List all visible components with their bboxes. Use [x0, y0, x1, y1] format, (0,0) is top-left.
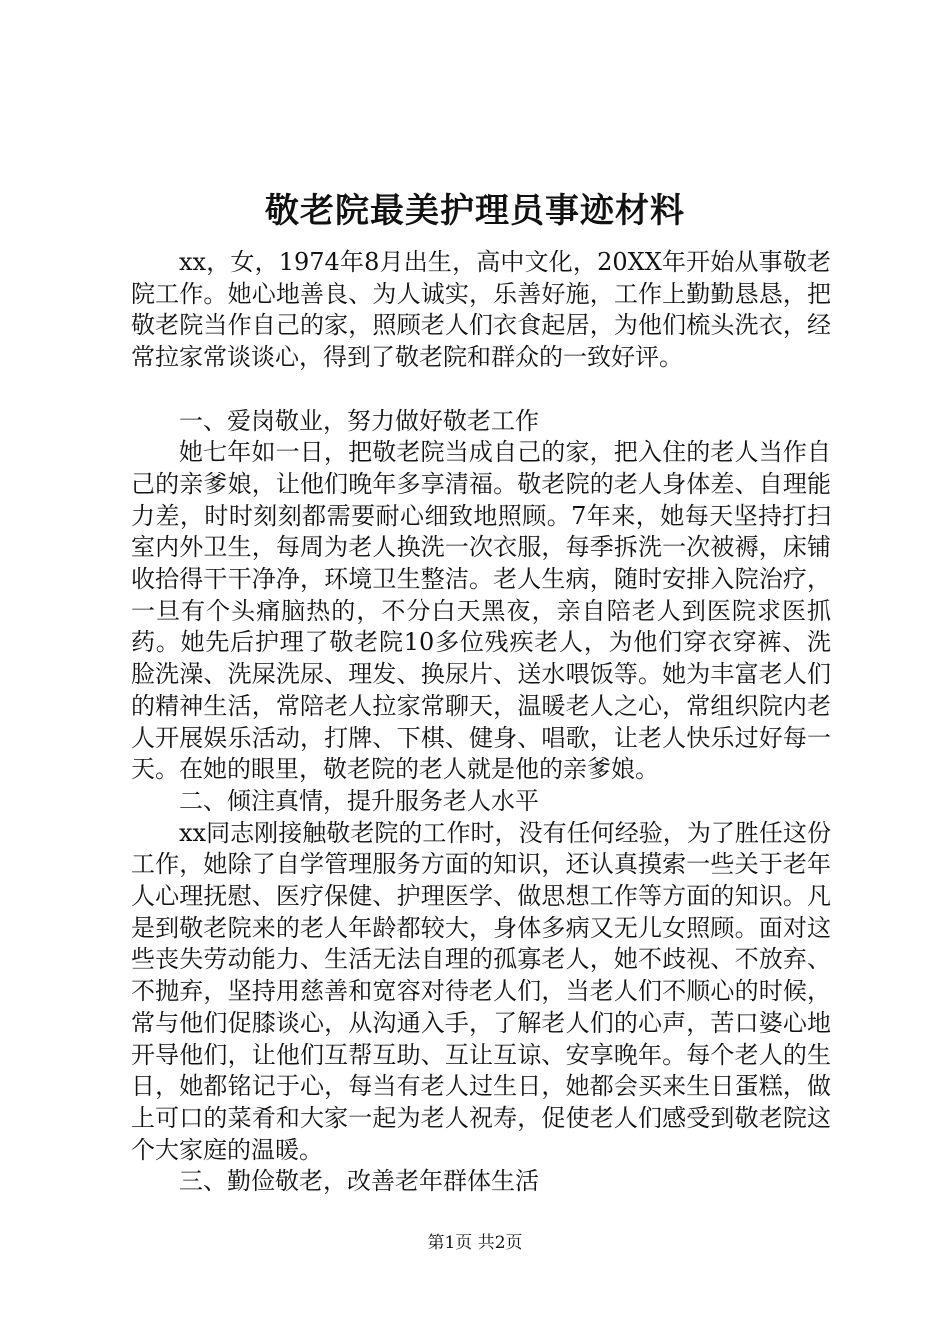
- section-2-body: xx同志刚接触敬老院的工作时，没有任何经验，为了胜任这份工作，她除了自学管理服务方面的知识，还认真摸索一些关于老年人心理抚慰、医疗保健、护理医学、做思想工作等方面的知识。凡是到敬老院来的老人年龄都较大，身体多病又无儿女照顾。面对这些丧失劳动能力、生活无法自理的孤寡老人，她不歧视、不放弃、不抛弃，坚持用慈善和宽容对待老人们，当老人们不顺心的时候，常与他们促膝谈心，从沟通入手，了解老人们的心声，苦口婆心地开导他们，让他们互帮互助、互让互谅、安享晚年。每个老人的生日，她都铭记于心，每当有老人过生日，她都会买来生日蛋糕，做上可口的菜肴和大家一起为老人祝寿，促使老人们感受到敬老院这个大家庭的温暖。: [131, 818, 831, 1164]
- section-1-heading: 一、爱岗敬业，努力做好敬老工作: [179, 406, 539, 435]
- section-2-heading: 二、倾注真情，提升服务老人水平: [179, 786, 539, 815]
- section-3-heading: 三、勤俭敬老，改善老年群体生活: [179, 1167, 539, 1196]
- intro-paragraph: xx，女，1974年8月出生，高中文化，20XX年开始从事敬老院工作。她心地善良、为人诚实，乐善好施，工作上勤勤恳恳，把敬老院当作自己的家，照顾老人们衣食起居，为他们梳头洗衣，经常拉家常谈谈心，得到了敬老院和群众的一致好评。: [131, 248, 831, 372]
- page-footer: 第1页 共2页: [427, 1233, 523, 1253]
- document-title: 敬老院最美护理员事迹材料: [265, 191, 685, 231]
- document-body: [131, 247, 831, 1198]
- section-1-body: 她七年如一日，把敬老院当成自己的家，把入住的老人当作自己的亲爹娘，让他们晚年多享清福。敬老院的老人身体差、自理能力差，时时刻刻都需要耐心细致地照顾。7年来，她每天坚持打扫室内外卫生，每周为老人换洗一次衣服，每季拆洗一次被褥，床铺收拾得干干净净，环境卫生整洁。老人生病，随时安排入院治疗，一旦有个头痛脑热的，不分白天黑夜，亲自陪老人到医院求医抓药。她先后护理了敬老院10多位残疾老人，为他们穿衣穿裤、洗脸洗澡、洗屎洗尿、理发、换尿片、送水喂饭等。她为丰富老人们的精神生活，常陪老人拉家常聊天，温暖老人之心，常组织院内老人开展娱乐活动，打牌、下棋、健身、唱歌，让老人快乐过好每一天。在她的眼里，敬老院的老人就是他的亲爹娘。: [131, 438, 831, 784]
